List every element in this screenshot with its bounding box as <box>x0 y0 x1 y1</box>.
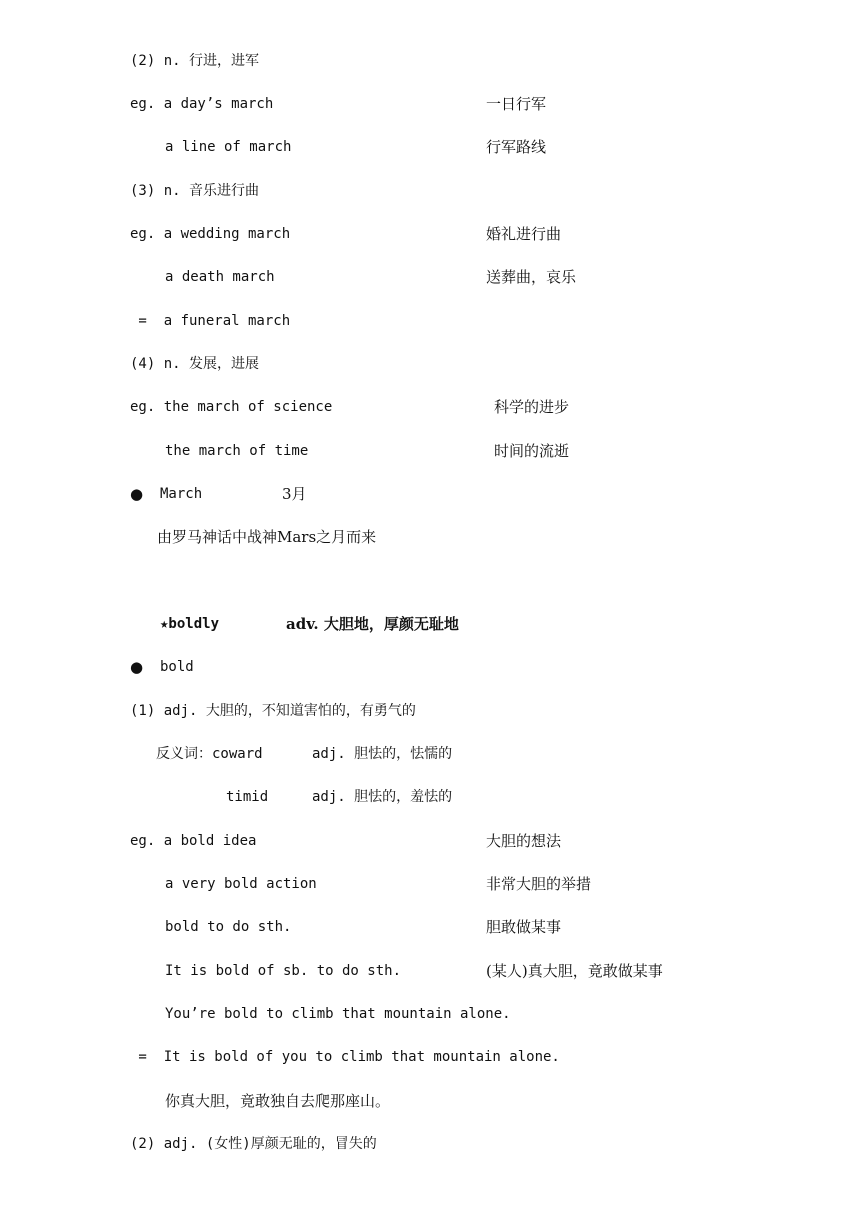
example-chinese: 婚礼进行曲 <box>486 225 562 243</box>
bullet-icon: ● <box>130 658 144 676</box>
example-chinese: 科学的进步 <box>494 398 570 416</box>
example-english: It is bold of sb. to do sth. <box>165 963 402 979</box>
bullet-icon: ● <box>130 485 144 503</box>
example-chinese: 一日行军 <box>486 95 547 113</box>
example-english: a death march <box>165 269 275 285</box>
sense-2-heading: (2) adj. (女性)厚颜无耻的，冒失的 <box>130 1136 377 1152</box>
example-english: the march of time <box>165 443 309 459</box>
sense-3-heading: (3) n. 音乐进行曲 <box>130 183 260 199</box>
example-chinese: 行军路线 <box>486 138 547 156</box>
example-english: a very bold action <box>165 876 317 892</box>
example-chinese: (某人)真大胆，竟敢做某事 <box>486 962 663 980</box>
example-english: eg. the march of science <box>130 399 333 415</box>
example-chinese: 胆敢做某事 <box>486 918 562 936</box>
antonym-line: timid <box>226 789 269 805</box>
example-english: eg. a bold idea <box>130 833 257 849</box>
example-translation: 你真大胆，竟敢独自去爬那座山。 <box>165 1092 391 1110</box>
example-chinese: 时间的流逝 <box>494 442 570 460</box>
antonym-definition: adj. 胆怯的，羞怯的 <box>312 789 453 805</box>
sense-4-heading: (4) n. 发展，进展 <box>130 356 260 372</box>
etymology-note: 由罗马神话中战神Mars之月而来 <box>157 528 377 546</box>
headword: ★boldly <box>160 616 220 632</box>
antonym-definition: adj. 胆怯的，怯懦的 <box>312 746 453 762</box>
example-chinese: 大胆的想法 <box>486 832 562 850</box>
sense-2-heading: (2) n. 行进，进军 <box>130 53 260 69</box>
example-english: eg. a wedding march <box>130 226 291 242</box>
equivalent-line: = It is bold of you to climb that mountain alone. <box>130 1049 560 1065</box>
example-chinese: 非常大胆的举措 <box>486 875 592 893</box>
example-english: a line of march <box>165 139 292 155</box>
entry-word: bold <box>160 659 194 675</box>
entry-meaning: 3月 <box>282 485 307 503</box>
sense-1-heading: (1) adj. 大胆的，不知道害怕的，有勇气的 <box>130 703 416 719</box>
example-sentence: You’re bold to climb that mountain alone. <box>165 1006 511 1022</box>
entry-word: March <box>160 486 203 502</box>
example-english: eg. a day’s march <box>130 96 274 112</box>
antonym-line: 反义词：coward <box>156 746 263 762</box>
example-chinese: 送葬曲，哀乐 <box>486 268 577 286</box>
example-english: bold to do sth. <box>165 919 292 935</box>
headword-definition: adv. 大胆地，厚颜无耻地 <box>286 615 459 633</box>
equivalent-line: = a funeral march <box>130 313 291 329</box>
